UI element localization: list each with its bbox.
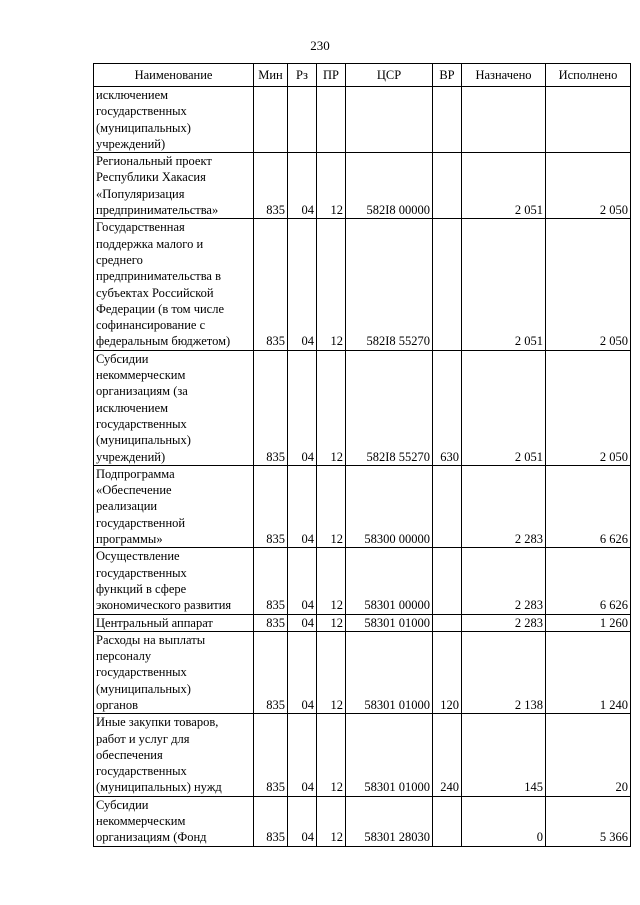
- cell-assigned: 2 283: [462, 614, 546, 631]
- cell-min: 835: [254, 465, 288, 547]
- table-row: [94, 548, 631, 614]
- cell-executed: 2 050: [546, 350, 631, 465]
- cell-vr: [433, 219, 462, 350]
- cell-rz: 04: [288, 350, 317, 465]
- cell-min: 835: [254, 631, 288, 713]
- cell-vr: [433, 796, 462, 846]
- page-number: 230: [310, 38, 330, 53]
- cell-name: исключением государственных (муниципальных) учреждений): [94, 87, 254, 153]
- cell-pr: 12: [317, 465, 346, 547]
- cell-name: Региональный проект Республики Хакасия «Популяризация предпринимательства»: [94, 153, 254, 219]
- cell-vr: [433, 153, 462, 219]
- cell-name: Центральный аппарат: [94, 614, 254, 631]
- cell-name: Подпрограмма «Обеспечение реализации государственной программы»: [94, 465, 254, 547]
- header-vr: ВР: [433, 64, 462, 87]
- cell-executed: 1 260: [546, 614, 631, 631]
- cell-name: Расходы на выплаты персоналу государственных (муниципальных) органов: [94, 631, 254, 713]
- cell-pr: 12: [317, 631, 346, 713]
- cell-csr: 582I8 55270: [346, 350, 433, 465]
- cell-vr: 630: [433, 350, 462, 465]
- header-pr: ПР: [317, 64, 346, 87]
- cell-pr: 12: [317, 614, 346, 631]
- cell-pr: 12: [317, 153, 346, 219]
- table-row: [94, 219, 631, 350]
- cell-csr: 582I8 55270: [346, 219, 433, 350]
- cell-executed: 2 050: [546, 153, 631, 219]
- header-min: Мин: [254, 64, 288, 87]
- header-assigned: Назначено: [462, 64, 546, 87]
- cell-vr: 240: [433, 714, 462, 796]
- cell-min: 835: [254, 796, 288, 846]
- cell-assigned: 2 138: [462, 631, 546, 713]
- cell-vr: [433, 548, 462, 614]
- budget-table: [93, 63, 631, 847]
- cell-executed: 20: [546, 714, 631, 796]
- cell-rz: 04: [288, 714, 317, 796]
- cell-min: 835: [254, 153, 288, 219]
- header-csr: ЦСР: [346, 64, 433, 87]
- cell-rz: 04: [288, 465, 317, 547]
- cell-rz: 04: [288, 796, 317, 846]
- cell-vr: [433, 87, 462, 153]
- cell-assigned: 2 283: [462, 465, 546, 547]
- cell-csr: [346, 87, 433, 153]
- cell-vr: 120: [433, 631, 462, 713]
- header-name: Наименование: [94, 64, 254, 87]
- cell-rz: 04: [288, 548, 317, 614]
- cell-rz: 04: [288, 153, 317, 219]
- cell-executed: [546, 87, 631, 153]
- cell-assigned: 2 051: [462, 153, 546, 219]
- cell-name: Иные закупки товаров, работ и услуг для обеспечения государственных (муниципальных) нужд: [94, 714, 254, 796]
- cell-min: 835: [254, 614, 288, 631]
- cell-pr: 12: [317, 350, 346, 465]
- cell-csr: 58301 01000: [346, 614, 433, 631]
- cell-assigned: 2 051: [462, 219, 546, 350]
- cell-csr: 58301 28030: [346, 796, 433, 846]
- cell-assigned: 145: [462, 714, 546, 796]
- cell-rz: 04: [288, 614, 317, 631]
- cell-pr: 12: [317, 796, 346, 846]
- header-executed: Исполнено: [546, 64, 631, 87]
- cell-assigned: 0: [462, 796, 546, 846]
- table-row: [94, 87, 631, 153]
- cell-rz: [288, 87, 317, 153]
- table-row: [94, 796, 631, 846]
- table-row: [94, 350, 631, 465]
- table-row: [94, 465, 631, 547]
- table-row: [94, 153, 631, 219]
- cell-name: Субсидии некоммерческим организациям (Фонд: [94, 796, 254, 846]
- cell-executed: 5 366: [546, 796, 631, 846]
- cell-executed: 2 050: [546, 219, 631, 350]
- cell-csr: 58300 00000: [346, 465, 433, 547]
- cell-pr: 12: [317, 219, 346, 350]
- cell-min: [254, 87, 288, 153]
- cell-vr: [433, 614, 462, 631]
- cell-pr: [317, 87, 346, 153]
- cell-name: Субсидии некоммерческим организациям (за исключением государственных (муниципальных) учреждений): [94, 350, 254, 465]
- cell-pr: 12: [317, 548, 346, 614]
- cell-min: 835: [254, 714, 288, 796]
- header-rz: Рз: [288, 64, 317, 87]
- cell-rz: 04: [288, 631, 317, 713]
- cell-min: 835: [254, 548, 288, 614]
- table-header-row: [94, 64, 631, 87]
- cell-csr: 58301 01000: [346, 631, 433, 713]
- cell-vr: [433, 465, 462, 547]
- cell-assigned: 2 051: [462, 350, 546, 465]
- table-row: [94, 714, 631, 796]
- cell-executed: 6 626: [546, 548, 631, 614]
- cell-csr: 58301 01000: [346, 714, 433, 796]
- cell-assigned: 2 283: [462, 548, 546, 614]
- cell-executed: 6 626: [546, 465, 631, 547]
- cell-pr: 12: [317, 714, 346, 796]
- cell-csr: 58301 00000: [346, 548, 433, 614]
- cell-assigned: [462, 87, 546, 153]
- cell-executed: 1 240: [546, 631, 631, 713]
- cell-name: Осуществление государственных функций в сфере экономического развития: [94, 548, 254, 614]
- cell-name: Государственная поддержка малого и среднего предпринимательства в субъектах Российской Федерации (в том числе софинансирование с федеральным бюджетом): [94, 219, 254, 350]
- cell-csr: 582I8 00000: [346, 153, 433, 219]
- table-row: [94, 631, 631, 713]
- cell-rz: 04: [288, 219, 317, 350]
- cell-min: 835: [254, 219, 288, 350]
- cell-min: 835: [254, 350, 288, 465]
- table-row: [94, 614, 631, 631]
